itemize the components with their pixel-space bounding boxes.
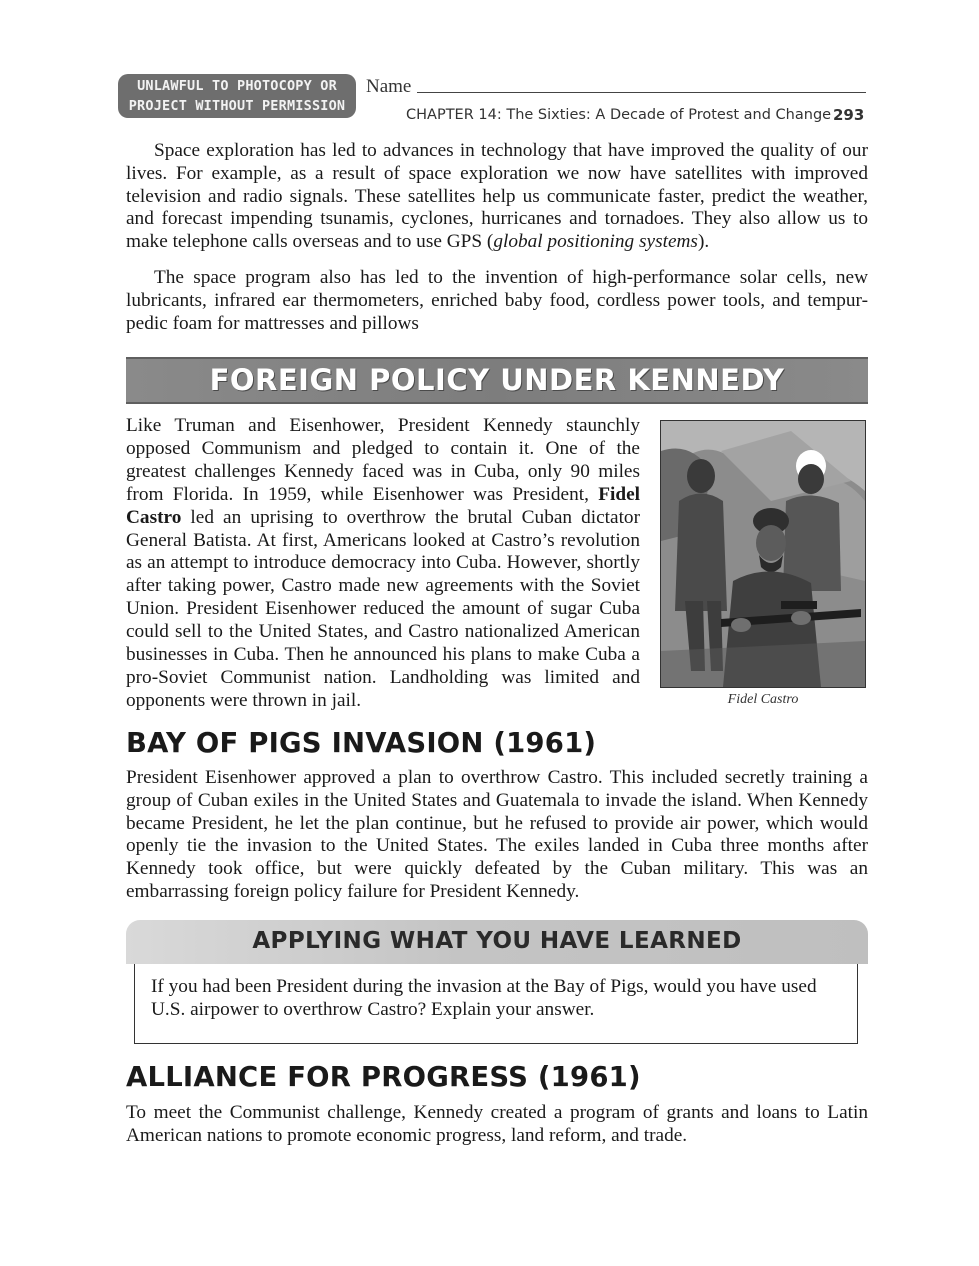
fidel-castro-photo: [660, 420, 866, 688]
applying-question: If you had been President during the invasion at the Bay of Pigs, would you have used U.S. airpower to overthrow Castro? Explain your answer.: [151, 976, 817, 1020]
intro-p1-end: ).: [697, 231, 710, 253]
applying-banner: [126, 920, 868, 964]
foreign-policy-banner: [126, 357, 868, 404]
foreign-policy-text-end: led an uprising to overthrow the brutal Cuban dictator General Batista. At first, Americans looked at Castro’s revolution as an attempt to introduce democracy into Cuba. However, shortly after taking power, Castro made new agreements with the Soviet Union. President Eisenhower reduced the amount of sugar Cuba could sell to the United States, and Castro nationalized American businesses in Cuba. Then he announced his plans to make Cuba a pro-Soviet Communist nation. Landholding was limited and opponents were thrown in jail.: [126, 506, 640, 711]
alliance-heading: ALLIANCE FOR PROGRESS (1961): [126, 1061, 641, 1093]
fidel-castro-photo-image: [661, 421, 865, 687]
applying-question-box: [134, 964, 858, 1044]
intro-p1-italic: global positioning systems: [493, 231, 698, 253]
name-label: Name: [366, 76, 412, 97]
intro-paragraph-2: The space program also has led to the invention of high-performance solar cells, new lubricants, infrared ear thermometers, enriched baby food, cordless power tools, and tempur-pedic foam for mattresses and pillows: [126, 267, 868, 334]
foreign-policy-text-start: Like Truman and Eisenhower, President Kennedy staunchly opposed Communism and pledged to contain it. One of the greatest challenges Kennedy faced was in Cuba, only 90 miles from Florida. In 1959, while Eisenhower was President,: [126, 415, 640, 505]
page-number: 293: [833, 106, 865, 124]
applying-title: APPLYING WHAT YOU HAVE LEARNED: [252, 928, 742, 954]
intro-paragraph-1: [126, 140, 868, 254]
foreign-policy-paragraph: [126, 415, 640, 713]
name-blank-line: [417, 92, 866, 93]
bay-of-pigs-heading: BAY OF PIGS INVASION (1961): [126, 727, 597, 759]
chapter-title: CHAPTER 14: The Sixties: A Decade of Protest and Change: [406, 107, 832, 123]
warning-line-2: PROJECT WITHOUT PERMISSION: [128, 98, 346, 114]
photo-caption: Fidel Castro: [727, 692, 799, 707]
bay-of-pigs-paragraph: President Eisenhower approved a plan to overthrow Castro. This included secretly training a group of Cuban exiles in the United States and Guatemala to invade the island. When Kennedy became President, he let the plan continue, but he refused to provide air power, which would openly tie the invasion to the United States. The exiles landed in Cuba three months after Kennedy took office, but were quickly defeated by the Cuban military. This was an embarrassing foreign policy failure for President Kennedy.: [126, 767, 868, 902]
name-field-row: [366, 72, 866, 98]
warning-line-1: UNLAWFUL TO PHOTOCOPY OR: [137, 78, 337, 94]
fidel-castro-bold: Fidel Castro: [126, 483, 640, 528]
copyright-warning-badge: [118, 74, 356, 118]
foreign-policy-banner-title: FOREIGN POLICY UNDER KENNEDY: [209, 363, 785, 397]
intro-p1-text: Space exploration has led to advances in technology that have improved the quality of our lives. For example, as a result of space exploration we now have satellites with improved television and radio signals. These satellites help us communicate faster, predict the weather, and forecast impending tsunamis, cyclones, hurricanes and tornadoes. They also allow us to make telephone calls overseas and to use GPS (: [126, 140, 868, 253]
alliance-paragraph: To meet the Communist challenge, Kennedy created a program of grants and loans to Latin American nations to promote economic progress, land reform, and trade.: [126, 1102, 868, 1146]
